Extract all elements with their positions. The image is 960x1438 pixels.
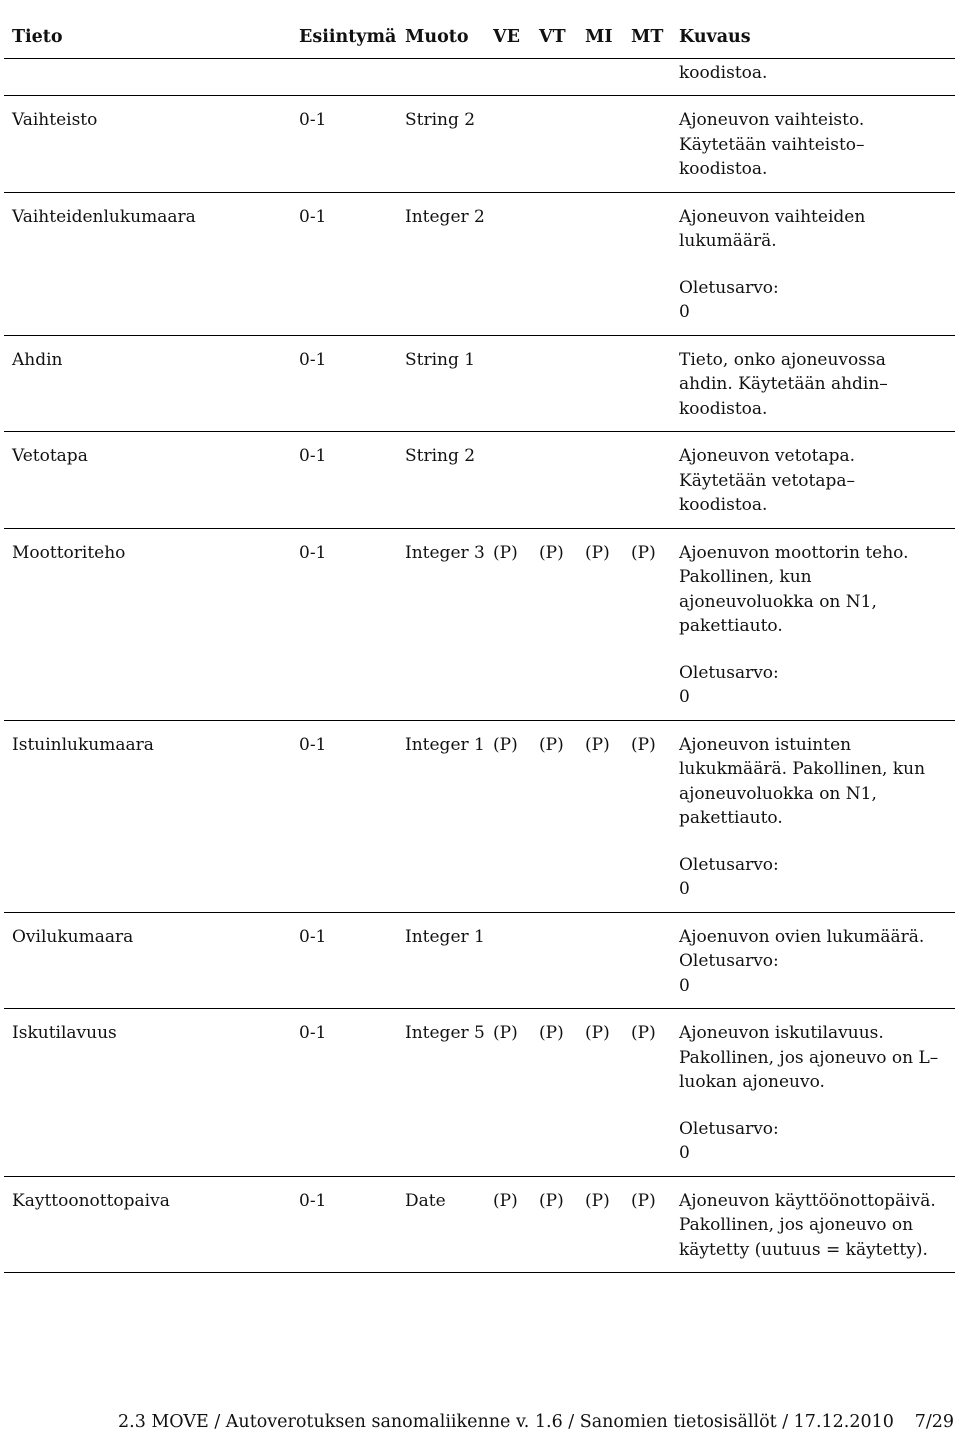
cell-mt (623, 912, 671, 1009)
description-line: Pakollinen, jos ajoneuvo on L– (679, 1047, 939, 1068)
cell-esiintyma: 0-1 (299, 1190, 327, 1211)
cell-kuvaus (671, 96, 955, 193)
cell-muoto: String 2 (405, 446, 476, 466)
cell-muoto: Integer 5 (405, 1023, 485, 1043)
description-line: Oletusarvo: (679, 662, 779, 683)
table-row (4, 192, 955, 335)
column-header-esiintyma: Esiintymä (299, 27, 397, 47)
cell-mi: (P) (585, 734, 610, 755)
description-line: lukukmäärä. Pakollinen, kun (679, 759, 926, 779)
description-line: Tieto, onko ajoneuvossa (679, 349, 886, 370)
cell-tieto: Vaihteidenlukumaara (12, 206, 196, 227)
table-row (4, 528, 955, 720)
cell-esiintyma: 0-1 (299, 1023, 327, 1043)
cell-muoto: Integer 3 (405, 542, 485, 563)
description-line: Pakollinen, jos ajoneuvo on (679, 1215, 914, 1235)
description-gap (679, 1095, 955, 1117)
cell-mi (577, 432, 623, 529)
description-line: luokan ajoneuvo. (679, 1072, 825, 1092)
cell-tieto: Kayttoonottopaiva (12, 1190, 170, 1211)
cell-muoto (397, 58, 485, 96)
cell-kuvaus (671, 528, 955, 720)
table-row (4, 335, 955, 432)
cell-ve (485, 432, 531, 529)
page-footer (118, 1412, 958, 1432)
description-line: Oletusarvo: (679, 854, 779, 875)
cell-mi: (P) (585, 542, 610, 563)
cell-esiintyma: 0-1 (299, 926, 327, 947)
cell-ve: (P) (493, 542, 518, 563)
description-line: Ajoneuvon vaihteiden (679, 206, 866, 227)
column-header-tieto: Tieto (12, 27, 63, 47)
description-line: 0 (679, 687, 690, 707)
cell-kuvaus (671, 912, 955, 1009)
cell-ve: (P) (493, 1190, 518, 1211)
column-header-kuvaus: Kuvaus (679, 27, 751, 47)
description-line: ajoneuvoluokka on N1, (679, 783, 877, 804)
description-line: Oletusarvo: (679, 951, 779, 971)
cell-kuvaus (671, 1009, 955, 1177)
cell-vt (531, 58, 577, 96)
cell-mi: (P) (585, 1190, 610, 1211)
table-row (4, 912, 955, 1009)
cell-mt: (P) (631, 734, 656, 755)
description-line: koodistoa. (679, 159, 768, 179)
cell-vt: (P) (539, 542, 564, 563)
cell-esiintyma: 0-1 (299, 349, 327, 370)
cell-ve (485, 58, 531, 96)
description-line: Käytetään vaihteisto– (679, 134, 865, 155)
description-line: Käytetään vetotapa– (679, 470, 856, 491)
cell-mt (623, 96, 671, 193)
cell-esiintyma: 0-1 (299, 110, 327, 130)
cell-muoto: Integer 1 (405, 926, 485, 947)
cell-kuvaus (671, 432, 955, 529)
cell-esiintyma: 0-1 (299, 446, 327, 466)
description-line: koodistoa. (679, 62, 768, 83)
table-row (4, 96, 955, 193)
description-gap (679, 639, 955, 661)
description-line: käytetty (uutuus = käytetty). (679, 1239, 928, 1260)
description-line: 0 (679, 879, 690, 899)
cell-vt: (P) (539, 1023, 564, 1043)
description-line: Ajoenuvon moottorin teho. (679, 542, 909, 563)
description-line: Ajoneuvon iskutilavuus. (679, 1023, 884, 1043)
cell-mt (623, 58, 671, 96)
description-line: koodistoa. (679, 398, 768, 419)
cell-tieto: Iskutilavuus (12, 1023, 117, 1043)
cell-vt (531, 912, 577, 1009)
cell-mi (577, 192, 623, 335)
cell-muoto: Date (405, 1190, 446, 1211)
column-header-vt: VT (539, 27, 566, 47)
cell-mt (623, 335, 671, 432)
description-line: Ajoneuvon istuinten (679, 734, 852, 755)
cell-tieto: Ovilukumaara (12, 926, 134, 947)
description-line: ahdin. Käytetään ahdin– (679, 374, 888, 394)
cell-ve (485, 335, 531, 432)
page-number: 7/29 (914, 1412, 954, 1432)
cell-tieto (4, 58, 291, 96)
cell-mi (577, 335, 623, 432)
table-row (4, 1009, 955, 1177)
table-header-row (4, 14, 955, 58)
table-row (4, 432, 955, 529)
column-header-ve: VE (493, 27, 520, 47)
cell-mt: (P) (631, 1190, 656, 1211)
cell-tieto: Vetotapa (12, 446, 88, 466)
cell-esiintyma: 0-1 (299, 734, 327, 755)
cell-ve (485, 912, 531, 1009)
data-table (4, 14, 955, 1273)
cell-ve (485, 192, 531, 335)
cell-muoto: String 2 (405, 110, 476, 130)
description-line: Oletusarvo: (679, 277, 779, 298)
description-gap (679, 254, 955, 276)
table-row (4, 720, 955, 912)
cell-kuvaus (671, 58, 955, 96)
cell-mi (577, 912, 623, 1009)
cell-tieto: Ahdin (12, 349, 63, 370)
cell-mi (577, 58, 623, 96)
description-line: Ajoenuvon ovien lukumäärä. (679, 926, 925, 947)
cell-vt: (P) (539, 1190, 564, 1211)
description-line: Oletusarvo: (679, 1118, 779, 1139)
cell-muoto: String 1 (405, 349, 476, 370)
cell-mt (623, 192, 671, 335)
cell-ve: (P) (493, 734, 518, 755)
cell-mi: (P) (585, 1023, 610, 1043)
table-row (4, 58, 955, 96)
cell-mi (577, 96, 623, 193)
table-body (4, 58, 955, 1273)
cell-kuvaus (671, 335, 955, 432)
column-header-muoto: Muoto (405, 27, 469, 47)
cell-mt (623, 432, 671, 529)
cell-tieto: Istuinlukumaara (12, 734, 154, 755)
cell-kuvaus (671, 192, 955, 335)
column-header-mi: MI (585, 27, 613, 47)
cell-ve: (P) (493, 1023, 518, 1043)
description-line: Ajoneuvon vaihteisto. (679, 110, 865, 130)
cell-tieto: Vaihteisto (12, 110, 98, 130)
cell-muoto: Integer 2 (405, 206, 485, 227)
description-gap (679, 831, 955, 853)
cell-mt: (P) (631, 1023, 656, 1043)
cell-vt (531, 432, 577, 529)
cell-esiintyma: 0-1 (299, 542, 327, 563)
cell-ve (485, 96, 531, 193)
description-line: pakettiauto. (679, 616, 783, 636)
description-line: Ajoneuvon vetotapa. (679, 446, 856, 466)
description-line: 0 (679, 1143, 690, 1163)
cell-muoto: Integer 1 (405, 734, 485, 755)
cell-esiintyma (291, 58, 397, 96)
cell-kuvaus (671, 720, 955, 912)
table-row (4, 1176, 955, 1273)
cell-vt (531, 96, 577, 193)
cell-esiintyma: 0-1 (299, 206, 327, 227)
description-line: 0 (679, 975, 690, 996)
cell-vt: (P) (539, 734, 564, 755)
description-line: Pakollinen, kun (679, 567, 812, 587)
description-line: ajoneuvoluokka on N1, (679, 591, 877, 612)
cell-kuvaus (671, 1176, 955, 1273)
description-line: 0 (679, 302, 690, 322)
description-line: pakettiauto. (679, 808, 783, 828)
cell-tieto: Moottoriteho (12, 542, 126, 563)
description-line: Ajoneuvon käyttöönottopäivä. (679, 1190, 936, 1211)
cell-mt: (P) (631, 542, 656, 563)
description-line: koodistoa. (679, 495, 768, 515)
column-header-mt: MT (631, 27, 664, 47)
cell-vt (531, 192, 577, 335)
description-line: lukumäärä. (679, 231, 777, 251)
cell-vt (531, 335, 577, 432)
footer-text: 2.3 MOVE / Autoverotuksen sanomaliikenne v. 1.6 / Sanomien tietosisällöt / 17.12.2010 (118, 1412, 894, 1432)
